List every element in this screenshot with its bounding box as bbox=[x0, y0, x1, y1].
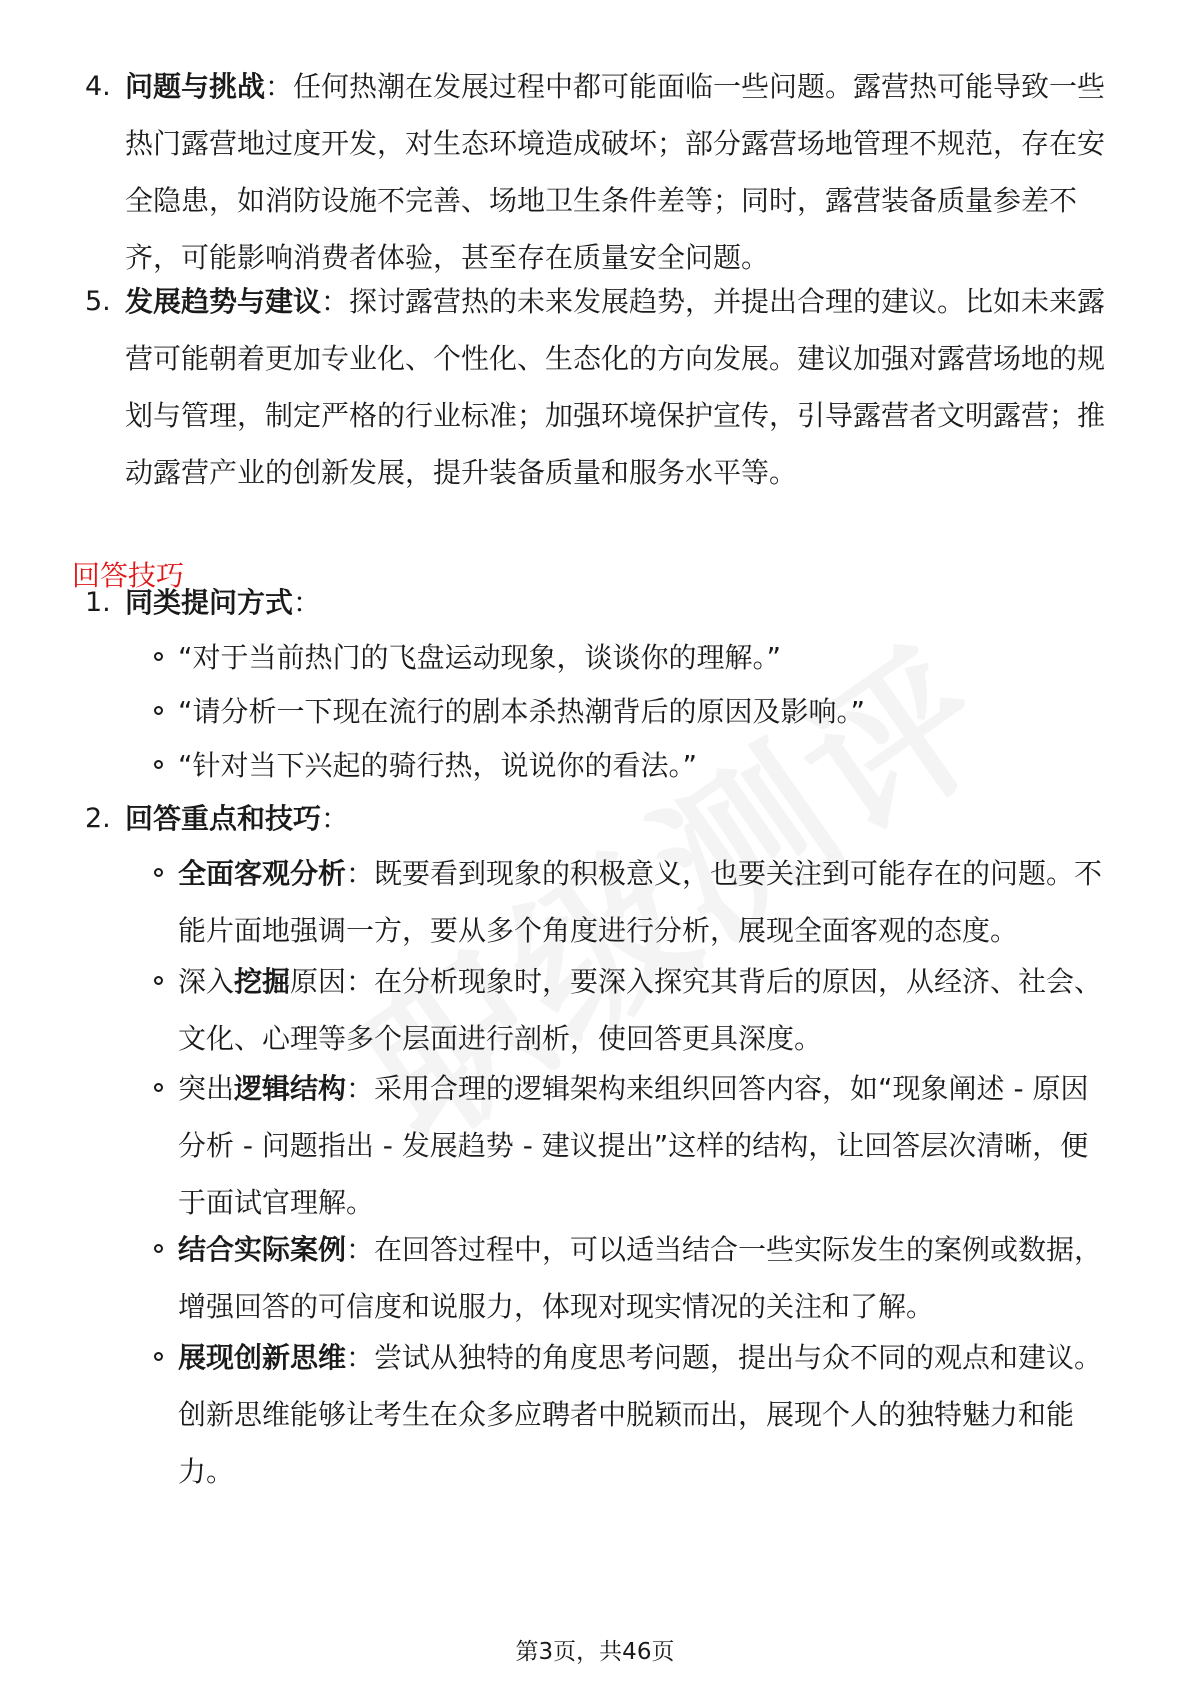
list-item-similar-questions bbox=[85, 574, 1115, 631]
section-title: 回答技巧 bbox=[72, 559, 185, 592]
item-text: 任何热潮在发展过程中都可能面临一些问题。露营热可能导致一些热门露营地过度开发，对生态环境造成破坏；部分露营场地管理不规范，存在安全隐患，如消防设施不完善、场地卫生条件差等；同时，露营装备质量参差不齐，可能影响消费者体验，甚至存在质量安全问题。 bbox=[125, 70, 1106, 274]
list-item-answer-tips bbox=[85, 790, 1115, 847]
list-number: 4. bbox=[85, 71, 111, 102]
separator: ： bbox=[265, 70, 294, 103]
sub-item-title: 逻辑结构 bbox=[234, 1072, 347, 1105]
sub-item-text: “对于当前热门的飞盘运动现象，谈谈你的理解。” bbox=[178, 641, 782, 674]
list-number: 1. bbox=[85, 587, 111, 618]
list-item-trends bbox=[85, 273, 1115, 501]
sub-item-title: 展现创新思维 bbox=[178, 1341, 347, 1374]
page-footer: 第3页，共46页 bbox=[515, 1639, 675, 1665]
sub-list-item bbox=[178, 629, 1113, 686]
sub-item-prefix: 深入 bbox=[178, 965, 235, 998]
sub-item-text: “针对当下兴起的骑行热，说说你的看法。” bbox=[178, 749, 698, 782]
sub-list-item bbox=[178, 1329, 1113, 1500]
circle-bullet-icon bbox=[154, 1083, 163, 1092]
circle-bullet-icon bbox=[154, 652, 163, 661]
item-title: 问题与挑战 bbox=[125, 70, 266, 103]
circle-bullet-icon bbox=[154, 868, 163, 877]
sub-item-title: 挖掘 bbox=[234, 965, 291, 998]
sub-list-item bbox=[178, 737, 1113, 794]
sub-list-item bbox=[178, 845, 1113, 959]
list-number: 2. bbox=[85, 803, 111, 834]
sub-item-text: ：在分析现象时，要深入探究其背后的原因，从经济、社会、文化、心理等多个层面进行剖析，使回答更具深度。 bbox=[178, 965, 1103, 1055]
sub-item-text: ：既要看到现象的积极意义，也要关注到可能存在的问题。不能片面地强调一方，要从多个角度进行分析，展现全面客观的态度。 bbox=[178, 857, 1103, 947]
sub-item-text: “请分析一下现在流行的剧本杀热潮背后的原因及影响。” bbox=[178, 695, 866, 728]
item-title: 回答重点和技巧 bbox=[125, 802, 322, 835]
list-item-problems bbox=[85, 58, 1115, 286]
circle-bullet-icon bbox=[154, 706, 163, 715]
circle-bullet-icon bbox=[154, 760, 163, 769]
sub-item-suffix: 原因 bbox=[290, 965, 347, 998]
item-title: 发展趋势与建议 bbox=[125, 285, 322, 318]
list-number: 5. bbox=[85, 286, 111, 317]
sub-list-item bbox=[178, 953, 1113, 1067]
item-title: 同类提问方式 bbox=[125, 586, 294, 619]
circle-bullet-icon bbox=[154, 976, 163, 985]
circle-bullet-icon bbox=[154, 1244, 163, 1253]
sub-item-text: ：尝试从独特的角度思考问题，提出与众不同的观点和建议。创新思维能够让考生在众多应聘者中脱颖而出，展现个人的独特魅力和能力。 bbox=[178, 1341, 1103, 1488]
separator: ： bbox=[321, 285, 350, 318]
sub-list-item bbox=[178, 683, 1113, 740]
sub-list-item bbox=[178, 1060, 1113, 1231]
separator: ： bbox=[293, 586, 322, 619]
circle-bullet-icon bbox=[154, 1352, 163, 1361]
separator: ： bbox=[321, 802, 350, 835]
item-text: 探讨露营热的未来发展趋势，并提出合理的建议。比如未来露营可能朝着更加专业化、个性化、生态化的方向发展。建议加强对露营场地的规划与管理，制定严格的行业标准；加强环境保护宣传，引导露营者文明露营；推动露营产业的创新发展，提升装备质量和服务水平等。 bbox=[125, 285, 1106, 489]
sub-item-text: ：在回答过程中，可以适当结合一些实际发生的案例或数据，增强回答的可信度和说服力，体现对现实情况的关注和了解。 bbox=[178, 1233, 1103, 1323]
sub-item-title: 结合实际案例 bbox=[178, 1233, 347, 1266]
sub-item-prefix: 突出 bbox=[178, 1072, 235, 1105]
sub-item-title: 全面客观分析 bbox=[178, 857, 347, 890]
sub-list-item bbox=[178, 1221, 1113, 1335]
sub-item-text: ：采用合理的逻辑架构来组织回答内容，如“现象阐述 - 原因分析 - 问题指出 - 发展趋势 - 建议提出”这样的结构，让回答层次清晰，便于面试官理解。 bbox=[178, 1072, 1089, 1219]
